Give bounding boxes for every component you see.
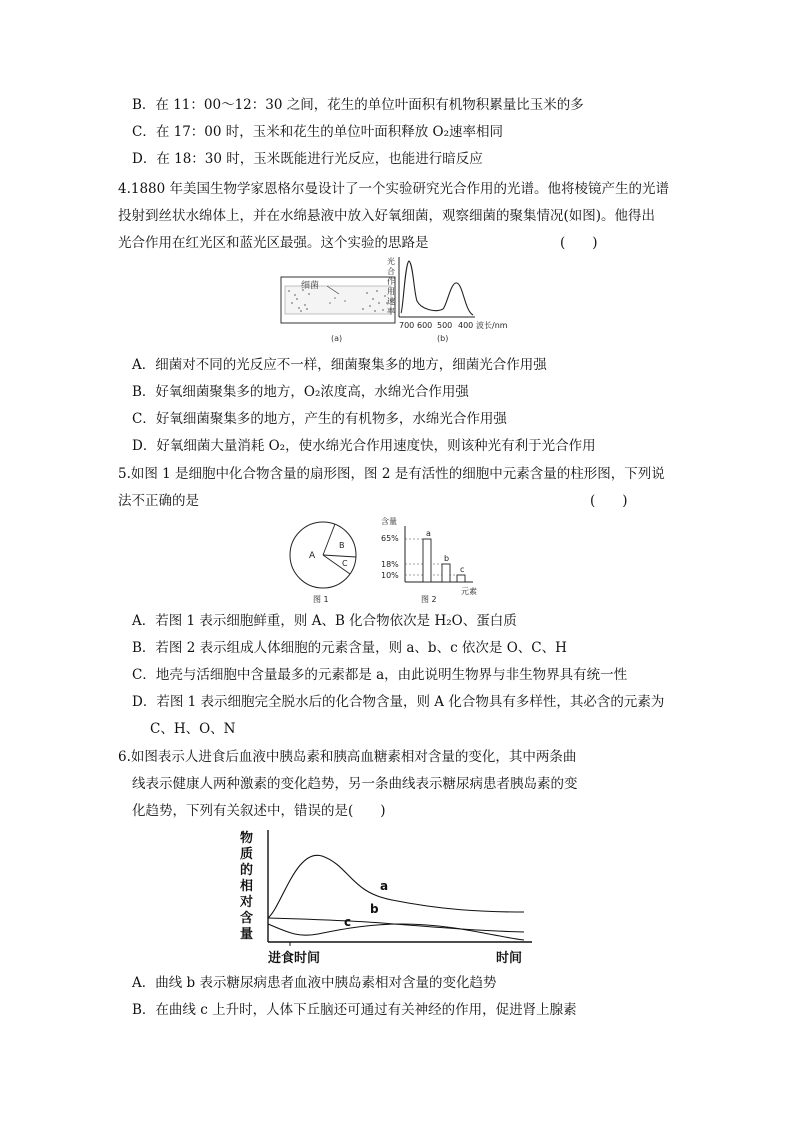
q5-option-c: C．地壳与活细胞中含量最多的元素都是 a，由此说明生物界与非生物界具有统一性 — [132, 667, 628, 683]
q5-bar-tick-18: 18% — [381, 560, 399, 569]
q6-ylabel-2: 质 — [240, 847, 254, 862]
q5-bar-xlabel: 元素 — [461, 587, 477, 596]
q5-option-d: D．若图 1 表示细胞完全脱水后的化合物含量，则 A 化合物具有多样性，其必含的元素为 — [132, 694, 665, 710]
q6-option-a: A．曲线 b 表示糖尿病患者血液中胰岛素相对含量的变化趋势 — [132, 975, 497, 991]
q5-pie-label-b: B — [339, 541, 345, 550]
q6-stem-line2: 线表示健康人两种激素的变化趋势，另一条曲线表示糖尿病患者胰岛素的变 — [132, 776, 578, 792]
q4-fig-b-ylabel-6: 率 — [387, 307, 395, 316]
q4-fig-b-ylabel-5: 速 — [387, 297, 395, 306]
q5-bar-a — [423, 539, 431, 582]
q5-bar-b — [442, 564, 450, 582]
q5-bar-ylabel: 含量 — [381, 517, 397, 526]
q5-bar-label-a: a — [426, 529, 431, 538]
q6-xlabel-left: 进食时间 — [268, 951, 321, 966]
option-b-line: B．在 11：00～12：30 之间，花生的单位叶面积有机物积累量比玉米的多 — [132, 97, 584, 113]
q4-figure — [275, 253, 525, 345]
q5-pie-caption: 图 1 — [313, 595, 329, 604]
q4-fig-a-caption: (a) — [331, 334, 343, 343]
q4-fig-b-ylabel-4: 用 — [387, 287, 395, 296]
q5-pie-label-c: C — [342, 559, 348, 568]
q4-fig-b-xlabel: 波长/nm — [476, 321, 508, 330]
q4-option-a: A．细菌对不同的光反应不一样，细菌聚集多的地方，细菌光合作用强 — [132, 357, 547, 373]
q5-option-b: B．若图 2 表示组成人体细胞的元素含量，则 a、b、c 依次是 O、C、H — [132, 640, 567, 656]
q4-option-b: B．好氧细菌聚集多的地方，O₂浓度高，水绵光合作用强 — [132, 384, 469, 400]
q6-ylabel-7: 量 — [240, 927, 254, 942]
q5-stem-line1: 5.如图 1 是细胞中化合物含量的扇形图，图 2 是有活性的细胞中元素含量的柱形图，下列说 — [118, 466, 665, 482]
q4-stem-line2: 投射到丝状水绵体上，并在水绵悬液中放入好氧细菌，观察细菌的聚集情况(如图)。他得出 — [118, 208, 656, 224]
q6-ylabel-1: 物 — [240, 831, 254, 846]
q4-fig-b-tick-400: 400 — [458, 321, 474, 330]
q4-answer-paren: ( ) — [560, 235, 598, 251]
q4-fig-b-caption: (b) — [437, 334, 449, 343]
q5-option-a: A．若图 1 表示细胞鲜重，则 A、B 化合物依次是 H₂O、蛋白质 — [132, 613, 517, 629]
q6-option-b: B．在曲线 c 上升时，人体下丘脑还可通过有关神经的作用，促进肾上腺素 — [132, 1002, 577, 1018]
q4-stem-line1: 4.1880 年美国生物学家恩格尔曼设计了一个实验研究光合作用的光谱。他将棱镜产生的光谱 — [118, 181, 670, 197]
q6-stem-line1: 6.如图表示人进食后血液中胰岛素和胰高血糖素相对含量的变化，其中两条曲 — [118, 749, 577, 765]
q6-curve-c — [268, 924, 524, 940]
q4-fig-b-ylabel-2: 合 — [387, 267, 395, 276]
option-d-line: D．在 18：30 时，玉米既能进行光反应，也能进行暗反应 — [132, 151, 483, 167]
q4-fig-a-label: 细菌 — [301, 281, 320, 291]
q6-stem-line3: 化趋势，下列有关叙述中，错误的是( ) — [132, 803, 386, 819]
q6-ylabel-4: 相 — [240, 879, 254, 894]
q6-curve-label-a: a — [380, 879, 389, 893]
q6-ylabel — [239, 830, 253, 942]
q5-bar-label-c: c — [460, 565, 465, 574]
q6-curve-label-b: b — [370, 902, 379, 916]
q6-curve-a — [268, 855, 524, 918]
q4-fig-b-ylabel-3: 作 — [387, 277, 395, 286]
q5-bar-tick-65: 65% — [381, 534, 399, 543]
q6-ylabel-6: 含 — [240, 911, 254, 926]
q5-bar-label-b: b — [444, 554, 450, 563]
q6-figure — [232, 826, 552, 968]
q4-fig-b-ylabel-1: 光 — [387, 257, 395, 266]
q6-curve-b — [268, 918, 524, 932]
q4-fig-b-curve — [401, 261, 473, 315]
q4-fig-b-tick-700: 700 — [399, 321, 415, 330]
q4-fig-b-tick-500: 500 — [437, 321, 453, 330]
q6-ylabel-5: 对 — [240, 895, 254, 910]
q5-bar-c — [457, 575, 465, 582]
q6-curve-label-c: c — [344, 915, 352, 929]
q6-xlabel-right: 时间 — [496, 951, 523, 966]
q5-bar-caption: 图 2 — [421, 595, 437, 604]
q4-fig-b-tick-600: 600 — [417, 321, 433, 330]
q5-option-d-cont: C、H、O、N — [150, 721, 236, 737]
q5-stem-line2: 法不正确的是 — [118, 493, 199, 509]
q4-stem-line3: 光合作用在红光区和蓝光区最强。这个实验的思路是 — [118, 235, 429, 251]
q5-pie-label-a: A — [309, 551, 316, 561]
q5-bar-tick-10: 10% — [381, 571, 399, 580]
q6-ylabel-3: 的 — [240, 863, 254, 878]
q5-figure — [285, 514, 485, 608]
q4-option-d: D．好氧细菌大量消耗 O₂，使水绵光合作用速度快，则该种光有利于光合作用 — [132, 438, 596, 454]
q4-option-c: C．好氧细菌聚集多的地方，产生的有机物多，水绵光合作用强 — [132, 411, 507, 427]
option-c-line: C．在 17：00 时，玉米和花生的单位叶面积释放 O₂速率相同 — [132, 124, 504, 140]
q5-answer-paren: ( ) — [590, 493, 628, 509]
